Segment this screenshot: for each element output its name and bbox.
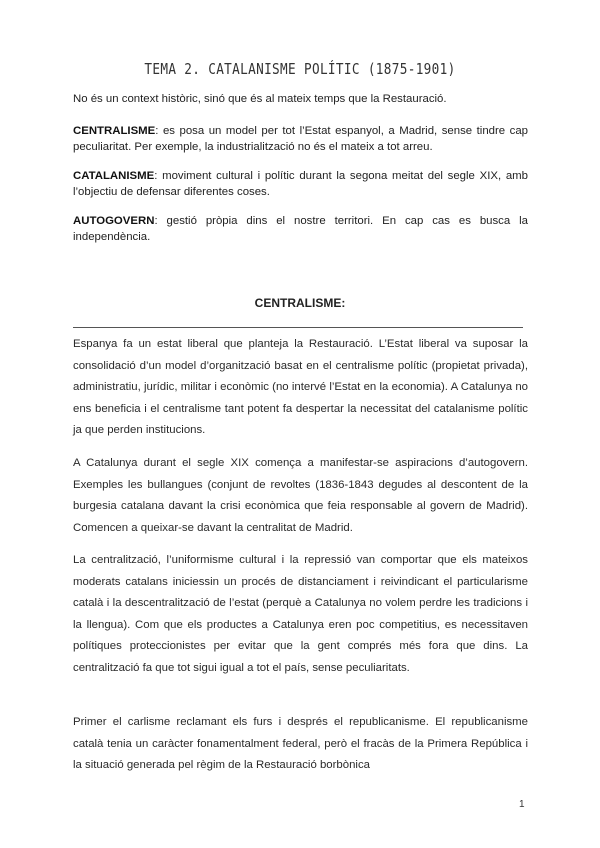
intro-text: No és un context històric, sinó que és al mateix temps que la Restauració. xyxy=(73,93,447,105)
definition-text: : moviment cultural i polític durant la segona meitat del segle XIX, amb l’objectiu de defensar diferentes coses. xyxy=(73,170,528,198)
paragraph: Primer el carlisme reclamant els furs i després el republicanisme. El republicanisme català tenia un caràcter fonamentalment federal, però el fracàs de la Primera República i la situació generada pel règim de la Restauració borbònica xyxy=(73,716,528,771)
section-divider xyxy=(73,327,523,328)
document-title: TEMA 2. CATALANISME POLÍTIC (1875-1901) xyxy=(144,60,456,78)
paragraph: A Catalunya durant el segle XIX comença a manifestar-se aspiracions d’autogovern. Exemples les bullangues (conjunt de revoltes (1836-1843 degudes al descontent de la burgesia catalana davant la crisi econòmica que feia responsable al govern de Madrid). Comencen a queixar-se davant la centralitat de Madrid. xyxy=(73,457,528,534)
paragraph: La centralització, l’uniformisme cultural i la repressió van comportar que els mateixos moderats catalans iniciessin un procés de distanciament i reivindicant el particularisme català i la descentralització de l’estat (perquè a Catalunya no volem perdre les tradicions i la llengua). Com que els productes a Catalunya eren poc competitius, es necessitaven polítiques proteccionistes per evitar que la gent comprés més fora que dins. La centralització fa que tot sigui igual a tot el país, sense peculiaritats. xyxy=(73,554,528,674)
paragraph: Espanya fa un estat liberal que planteja la Restauració. L’Estat liberal va suposar la consolidació d’un model d’organització basat en el centralisme polític (propietat privada), administratiu, jurídic, militar i econòmic (no intervé l’Estat en la economia). A Catalunya no ens beneficia i el centralisme tant potent fa despertar la necessitat del catalanisme polític ja que perden institucions. xyxy=(73,338,528,436)
section-heading: CENTRALISME: xyxy=(254,296,346,310)
definition-text: : es posa un model per tot l’Estat espanyol, a Madrid, sense tindre cap peculiaritat. Per exemple, la industrialització no és el mateix a tot arreu. xyxy=(73,125,528,153)
definition-catalanisme xyxy=(73,168,528,200)
definition-term: CENTRALISME xyxy=(73,125,156,137)
definition-centralisme xyxy=(73,123,528,155)
definition-autogovern xyxy=(73,213,528,245)
definition-term: CATALANISME xyxy=(73,170,155,182)
definition-text: : gestió pròpia dins el nostre territori. En cap cas es busca la independència. xyxy=(73,215,528,243)
page-number: 1 xyxy=(519,799,525,810)
definition-term: AUTOGOVERN xyxy=(73,215,155,227)
